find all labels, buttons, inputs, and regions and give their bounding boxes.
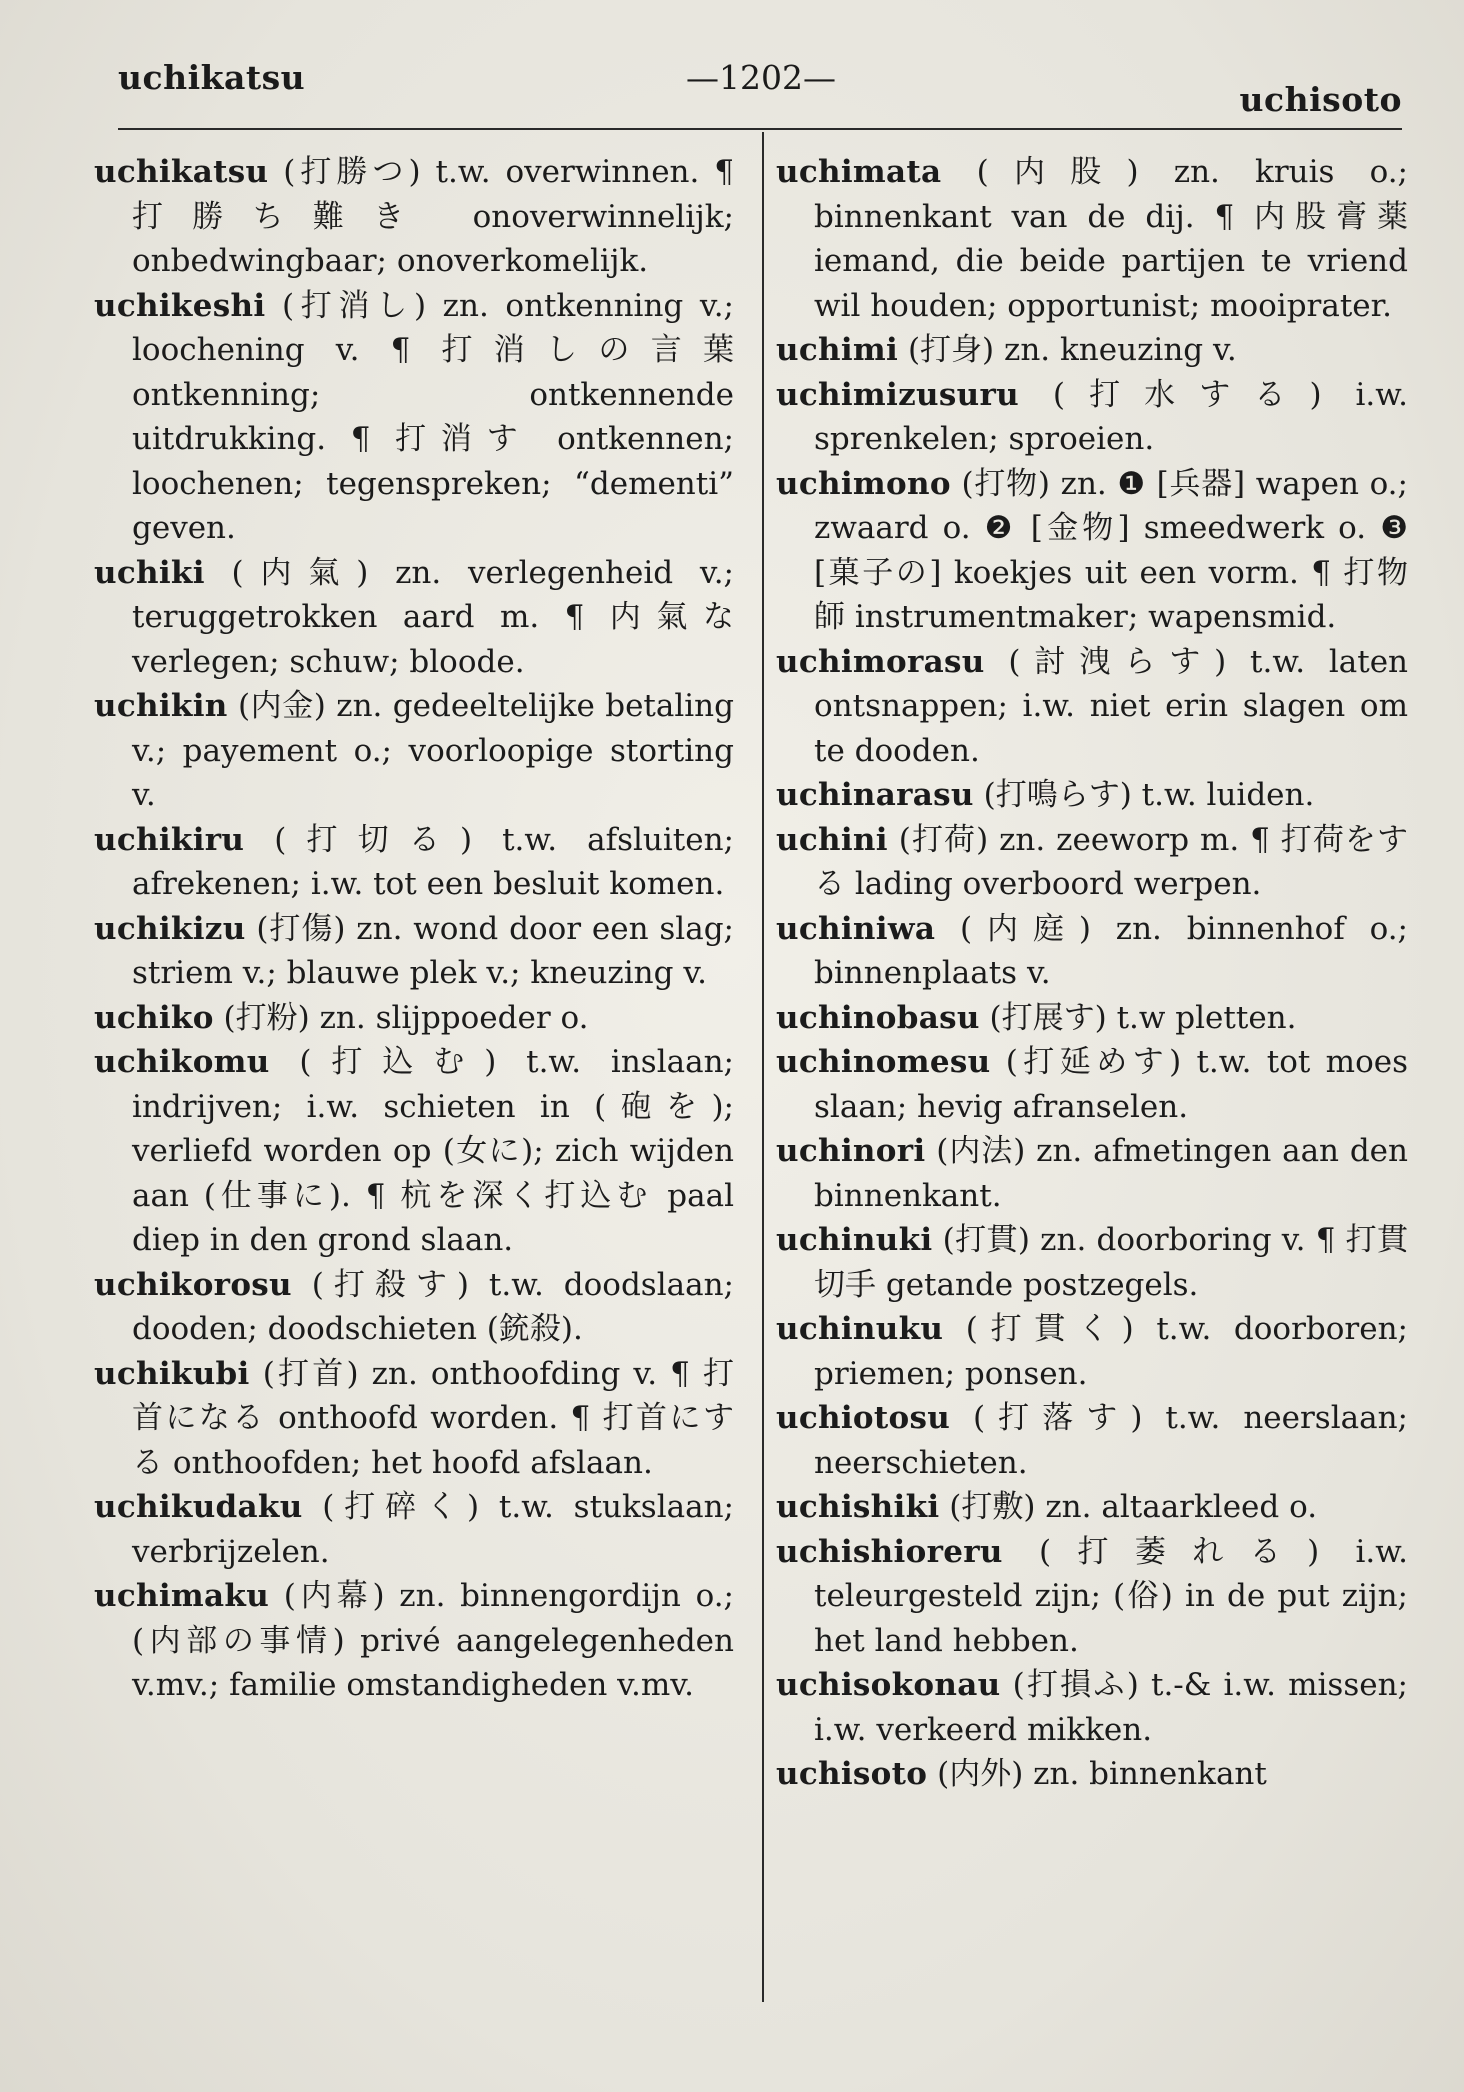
entry-definition: (打萎れる) i.w. teleurgesteld zijn; (俗) in de put zijn; het land hebben. (814, 1533, 1408, 1659)
dictionary-entry (776, 640, 1408, 774)
headword: uchimorasu (776, 643, 985, 680)
entry-definition: (打展す) t.w pletten. (979, 999, 1297, 1036)
headword: uchimaku (94, 1578, 270, 1614)
headword: uchiki (94, 554, 205, 591)
dictionary-entry (776, 818, 1408, 907)
headword: uchikubi (94, 1355, 250, 1392)
headword: uchikudaku (94, 1489, 303, 1525)
dictionary-entry (94, 1574, 734, 1708)
dictionary-entry (776, 1663, 1408, 1752)
entry-definition: (打損ふ) t.-& i.w. missen; i.w. verkeerd mikken. (814, 1667, 1408, 1748)
entry-definition: (打込む) t.w. inslaan; indrijven; i.w. schieten in (砲を); verliefd worden op (女に); zich wijden aan (仕事に). ¶ 杭を深く打込む paal diep in den grond slaan. (132, 1044, 734, 1258)
entry-definition: (打殺す) t.w. doodslaan; dooden; doodschieten (銃殺). (132, 1266, 734, 1347)
headword: uchini (776, 821, 888, 858)
entry-definition: (内法) zn. afmetingen aan den binnenkant. (814, 1133, 1408, 1214)
entry-definition: (打首) zn. onthoofding v. ¶ 打首になる onthoofd worden. ¶ 打首にする onthoofden; het hoofd afslaan. (132, 1355, 734, 1481)
dictionary-entry (94, 907, 734, 996)
entry-definition: (打貫) zn. doorboring v. ¶ 打貫切手 getande postzegels. (814, 1222, 1408, 1303)
headword: uchiotosu (776, 1400, 951, 1436)
headword: uchinori (776, 1133, 926, 1169)
headword: uchishiki (776, 1489, 940, 1525)
headword: uchinomesu (776, 1044, 991, 1080)
headword: uchimi (776, 332, 899, 368)
headword: uchikin (94, 688, 228, 724)
entry-definition: (打鳴らす) t.w. luiden. (973, 777, 1315, 813)
dictionary-entry (776, 328, 1408, 373)
dictionary-entry (776, 1040, 1408, 1129)
page-number: —1202— (686, 58, 836, 97)
entry-definition: (内庭) zn. binnenhof o.; binnenplaats v. (814, 910, 1408, 991)
dictionary-entry (94, 1040, 734, 1263)
dictionary-entry (776, 996, 1408, 1041)
entry-definition: (打貫く) t.w. doorboren; priemen; ponsen. (814, 1311, 1408, 1392)
headword: uchikomu (94, 1044, 270, 1080)
dictionary-entry (776, 907, 1408, 996)
headword: uchisokonau (776, 1667, 1001, 1703)
headword: uchikiru (94, 821, 245, 858)
headword: uchisoto (776, 1756, 928, 1792)
entry-definition: (内股) zn. kruis o.; binnenkant van de dij. ¶ 内股膏薬 iemand, die beide partijen te vriend wil houden; opportunist; mooiprater. (814, 154, 1408, 324)
entry-definition: (打碎く) t.w. stukslaan; verbrijzelen. (132, 1489, 734, 1570)
header-rule (118, 128, 1402, 130)
entry-definition: (打粉) zn. slijppoeder o. (213, 999, 589, 1036)
headword: uchinarasu (776, 777, 974, 813)
entry-definition: (打身) zn. kneuzing v. (898, 332, 1237, 368)
entry-definition: (内金) zn. gedeeltelijke betaling v.; payement o.; voorloopige storting v. (132, 688, 734, 813)
entry-definition: (内幕) zn. binnengordijn o.; (内部の事情) privé aangelegenheden v.mv.; familie omstandigheden v.mv. (132, 1578, 734, 1703)
dictionary-entry (776, 1485, 1408, 1530)
dictionary-entry (776, 150, 1408, 328)
dictionary-entry (94, 551, 734, 685)
headword: uchimata (776, 154, 942, 190)
column-divider (762, 132, 764, 2002)
headword: uchiko (94, 999, 214, 1036)
dictionary-entry (94, 150, 734, 284)
entry-definition: (打荷) zn. zeeworp m. ¶ 打荷をする lading overboord werpen. (814, 821, 1408, 902)
dictionary-entry (776, 462, 1408, 640)
headword: uchinuku (776, 1311, 944, 1347)
entry-definition: (打物) zn. ❶ [兵器] wapen o.; zwaard o. ❷ [金物] smeedwerk o. ❸ [菓子の] koekjes uit een vorm. ¶ 打物師 instrumentmaker; wapensmid. (814, 465, 1408, 635)
dictionary-entry (94, 284, 734, 551)
headword: uchinobasu (776, 999, 980, 1036)
entry-definition: (打敷) zn. altaarkleed o. (939, 1489, 1318, 1525)
entry-definition: (打落す) t.w. neerslaan; neerschieten. (814, 1400, 1408, 1481)
left-guide-word: uchikatsu (118, 58, 306, 97)
entry-definition: (内外) zn. binnenkant (927, 1756, 1267, 1792)
dictionary-entry (776, 773, 1408, 818)
headword: uchikatsu (94, 154, 269, 190)
dictionary-entry (776, 1752, 1408, 1797)
dictionary-entry (776, 1307, 1408, 1396)
headword: uchiniwa (776, 910, 936, 947)
entry-definition: (内氣) zn. verlegenheid v.; teruggetrokken aard m. ¶ 内氣な verlegen; schuw; bloode. (132, 554, 734, 680)
dictionary-entry (94, 684, 734, 818)
dictionary-entry (94, 1485, 734, 1574)
dictionary-entry (776, 373, 1408, 462)
right-guide-word: uchisoto (1239, 80, 1402, 119)
dictionary-entry (776, 1530, 1408, 1664)
dictionary-entry (776, 1396, 1408, 1485)
right-column (776, 150, 1408, 1797)
entry-definition: (打傷) zn. wond door een slag; striem v.; blauwe plek v.; kneuzing v. (132, 910, 734, 991)
dictionary-entry (94, 1263, 734, 1352)
dictionary-entry (94, 996, 734, 1041)
headword: uchikorosu (94, 1266, 292, 1303)
headword: uchikeshi (94, 287, 266, 324)
left-column (94, 150, 734, 1708)
running-head (118, 58, 1402, 119)
dictionary-entry (94, 818, 734, 907)
entry-definition: (打水する) i.w. sprenkelen; sproeien. (814, 376, 1408, 457)
entry-definition: (打延めす) t.w. tot moes slaan; hevig afranselen. (814, 1044, 1408, 1125)
entry-definition: (打消し) zn. ontkenning v.; loochening v. ¶ 打消しの言葉 ontkenning; ontkennende uitdrukking. ¶ 打消す ontkennen; loochenen; tegenspreken; “dementi” geven. (132, 287, 734, 546)
headword: uchishioreru (776, 1533, 1003, 1570)
dictionary-entry (94, 1352, 734, 1486)
headword: uchikizu (94, 910, 246, 947)
headword: uchinuki (776, 1222, 933, 1258)
entry-definition: (討洩らす) t.w. laten ontsnappen; i.w. niet erin slagen om te dooden. (814, 643, 1408, 769)
dictionary-entry (776, 1129, 1408, 1218)
dictionary-entry (776, 1218, 1408, 1307)
entry-definition: (打勝つ) t.w. overwinnen. ¶ 打勝ち難き onoverwinnelijk; onbedwingbaar; onoverkomelijk. (132, 154, 734, 279)
headword: uchimizusuru (776, 376, 1019, 413)
headword: uchimono (776, 465, 951, 502)
entry-definition: (打切る) t.w. afsluiten; afrekenen; i.w. tot een besluit komen. (132, 821, 734, 902)
